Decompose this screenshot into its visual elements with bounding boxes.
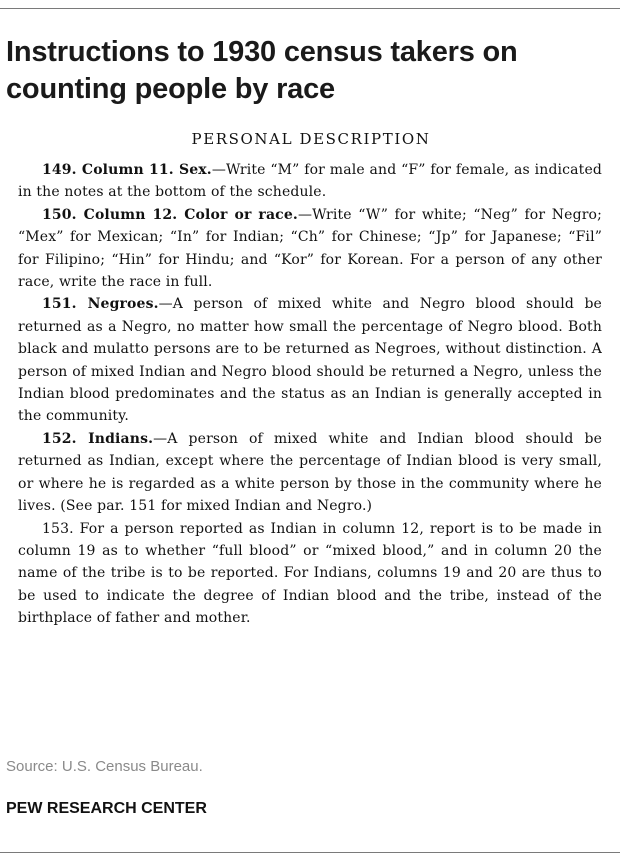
paragraph-152 — [8, 428, 614, 518]
paragraph-lead: 150. Column 12. Color or race. — [42, 206, 298, 223]
paragraph-text: —A person of mixed white and Indian blood should be returned as Indian, except where the percentage of Indian blood is very small, or where he is regarded as a white person by those in the community where he lives. (See par. 151 for mixed Indian and Negro.) — [18, 430, 603, 515]
paragraph-text: —Write “W” for white; “Neg” for Negro; “Mex” for Mexican; “In” for Indian; “Ch” for Chinese; “Jp” for Japanese; “Fil” for Filipino; “Hin” for Hindu; and “Kor” for Korean. For a person of any other race, write the race in full. — [18, 206, 602, 291]
paragraph-lead: 152. Indians. — [42, 430, 154, 447]
source-note: Source: U.S. Census Bureau. — [6, 758, 203, 775]
paragraph-text: —Write “M” for male and “F” for female, as indicated in the notes at the bottom of the schedule. — [18, 162, 602, 201]
brand-logo-text: PEW RESEARCH CENTER — [6, 800, 207, 817]
paragraph-149 — [8, 159, 614, 204]
paragraph-153 — [8, 518, 614, 630]
top-rule — [0, 8, 620, 9]
paragraph-lead: 149. Column 11. Sex. — [42, 162, 212, 178]
bottom-rule — [0, 852, 620, 853]
paragraph-text: —A person of mixed white and Negro blood should be returned as a Negro, no matter how small the percentage of Negro blood. Both black and mulatto persons are to be returned as Negroes, without distinction. A person of mixed Indian and Negro blood should be returned a Negro, unless the Indian blood predominates and the status as an Indian is generally accepted in the community. — [18, 296, 602, 425]
paragraph-151 — [8, 293, 614, 427]
paragraph-text: 153. For a person reported as Indian in column 12, report is to be made in column 19 as to whether “full blood” or “mixed blood,” and in column 20 the name of the tribe is to be reported. For Indians, columns 19 and 20 are thus to be used to indicate the degree of Indian blood and the tribe, instead of the birthplace of father and mother. — [18, 520, 602, 627]
headline: Instructions to 1930 census takers on counting people by race — [6, 36, 518, 105]
scanned-document — [8, 125, 614, 730]
paragraph-150 — [8, 204, 614, 294]
paragraph-lead: 151. Negroes. — [42, 296, 159, 313]
section-title: PERSONAL DESCRIPTION — [191, 130, 431, 148]
